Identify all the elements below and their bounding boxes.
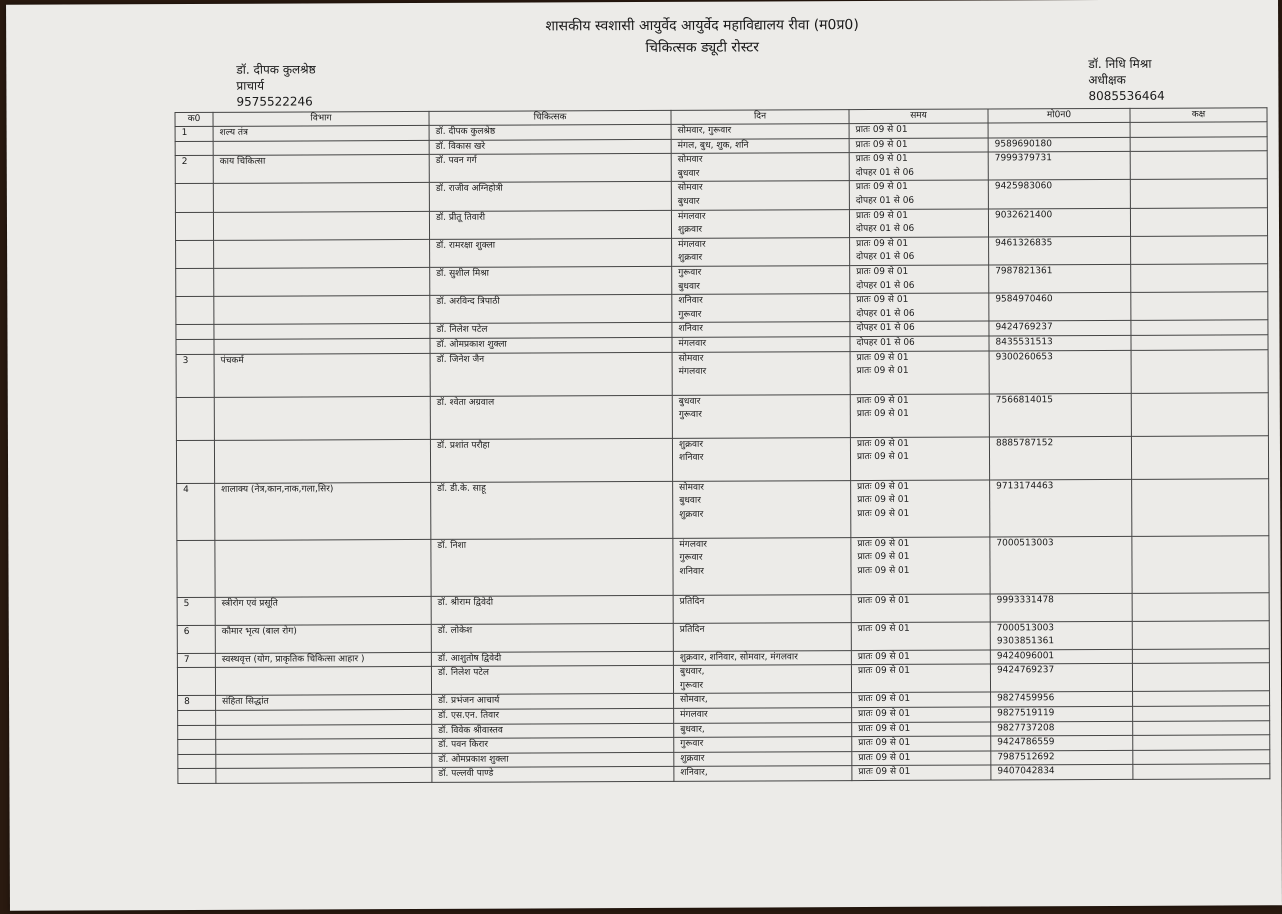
table-cell-doctor: डॉ. सुशील मिश्रा [430,266,672,295]
table-cell-department [216,739,432,755]
table-cell-mobile: 8885787152 [989,436,1131,480]
table-cell-doctor: डॉ. रामरक्षा शुक्ला [430,238,672,267]
table-cell-sn: 7 [177,653,215,668]
table-cell-days: सोमवार, गुरूवार [671,124,849,139]
table-cell-mobile: 7987512692 [991,750,1133,765]
table-cell-mobile: 9300260653 [989,350,1131,394]
table-cell-days: बुधवार, [674,722,852,737]
table-cell-time: प्रातः 09 से 01 [849,138,988,153]
col-header-room: कक्ष [1130,108,1267,123]
table-cell-days: शुक्रवार, शनिवार, सोमवार, मंगलवार [673,650,851,665]
table-cell-doctor: डॉ. अरविन्द त्रिपाठी [430,295,672,324]
table-cell-room [1130,122,1267,137]
table-cell-time: प्रातः 09 से 01 [851,664,990,693]
table-cell-sn [176,397,214,440]
table-cell-department: कौमार भृत्य (बाल रोग) [215,624,431,653]
table-cell-department [214,296,430,325]
table-cell-sn [175,141,213,156]
table-cell-time: प्रातः 09 से 01 प्रातः 09 से 01 प्रातः 09 से 01 [851,479,990,537]
table-cell-sn [176,339,214,354]
table-cell-doctor: डॉ. पल्लवी पाण्डे [432,767,674,783]
table-cell-sn [175,212,213,240]
table-row [176,349,1268,397]
table-cell-room [1132,663,1269,692]
table-cell-room [1132,478,1269,536]
table-cell-department: शालाक्य (नेत्र,कान,नाक,गला,सिर) [215,482,431,540]
table-cell-doctor: डॉ. प्रभंजन आचार्य [432,694,674,710]
table-cell-sn: 2 [175,156,213,184]
table-cell-doctor: डॉ. प्रीतू तिवारी [429,210,671,239]
table-cell-days: सोमवार बुधवार [671,181,849,210]
table-cell-doctor: डॉ. पवन किरार [432,738,674,754]
table-cell-sn [176,268,214,296]
table-cell-sn [177,668,215,696]
table-cell-time: प्रातः 09 से 01 [851,650,990,665]
col-header-doctor: चिकित्सक [429,110,671,125]
table-cell-sn [176,240,214,268]
document-page [6,0,1282,911]
table-cell-days: गुरूवार [674,737,852,752]
table-cell-room [1133,764,1270,779]
table-cell-room [1130,207,1267,236]
table-cell-room [1133,691,1270,706]
table-cell-mobile: 9407042834 [991,765,1133,780]
table-cell-doctor: डॉ. दीपक कुलश्रेष्ठ [429,124,671,140]
table-cell-sn [178,710,216,725]
table-cell-mobile: 9827737208 [991,721,1133,736]
table-cell-doctor: डॉ. एस.एन. तिवार [432,708,674,724]
table-cell-days: बुधवार, गुरूवार [673,665,851,694]
table-cell-mobile: 9461326835 [989,236,1131,265]
table-cell-doctor: डॉ. निलेश पटेल [431,666,673,695]
principal-designation: प्राचार्य [236,78,265,93]
table-cell-room [1131,292,1268,321]
table-cell-department [214,439,430,483]
table-row [177,535,1269,597]
table-cell-sn [177,540,215,597]
table-cell-room [1131,264,1268,293]
table-cell-department [215,539,431,597]
table-cell-room [1133,735,1270,750]
document-title: शासकीय स्वशासी आयुर्वेद आयुर्वेद महाविद्यालय रीवा (म0प्र0) [545,17,859,35]
col-header-mobile: मो0न0 [988,108,1130,123]
table-cell-room [1131,349,1268,393]
table-cell-time: प्रातः 09 से 01 दोपहर 01 से 06 [849,152,988,181]
table-cell-days: सोमवार, [674,693,852,708]
table-cell-days: मंगलवार शुक्रवार [672,237,850,266]
table-cell-department: संहिता सिद्धांत [216,695,432,711]
table-cell-mobile: 9713174463 [990,479,1132,537]
roster-body [175,122,1270,784]
table-cell-sn [176,440,214,483]
table-cell-sn [176,325,214,340]
table-cell-room [1133,720,1270,735]
table-cell-sn: 1 [175,126,213,141]
table-cell-doctor: डॉ. राजीव अग्निहोत्री [429,182,671,211]
table-row [176,435,1268,483]
table-cell-days: मंगलवार [672,337,850,352]
table-cell-department [216,768,432,784]
table-cell-doctor: डॉ. श्रीराम द्विवेदी [431,595,673,624]
table-cell-time: प्रातः 09 से 01 दोपहर 01 से 06 [850,293,989,322]
table-cell-days: मंगलवार [674,708,852,723]
table-cell-mobile: 8435531513 [989,335,1131,350]
table-cell-time: प्रातः 09 से 01 [852,722,991,737]
table-row [177,478,1269,540]
table-cell-mobile: 7000513003 [990,536,1132,594]
table-cell-days: शनिवार, [674,766,852,781]
table-cell-sn: 3 [176,354,214,397]
table-cell-days: सोमवार बुधवार शुक्रवार [673,480,851,538]
table-cell-department [216,724,432,740]
table-cell-department [214,324,430,340]
table-cell-department [213,183,429,212]
col-header-time: समय [849,109,988,124]
table-cell-time: प्रातः 09 से 01 प्रातः 09 से 01 [850,350,989,394]
table-cell-sn: 8 [178,696,216,711]
col-header-day: दिन [671,110,849,125]
table-cell-room [1132,620,1269,649]
table-cell-room [1131,392,1268,436]
table-cell-time: प्रातः 09 से 01 प्रातः 09 से 01 [850,436,989,480]
roster-table [174,107,1270,784]
table-cell-department [214,239,430,268]
table-cell-doctor: डॉ. विकास खरे [429,139,671,155]
table-cell-days: बुधवार गुरूवार [672,394,850,438]
table-cell-days: मंगलवार शुक्रवार [671,209,849,238]
table-cell-department [213,211,429,240]
table-cell-department [215,667,431,696]
table-cell-department [214,267,430,296]
table-cell-mobile: 9424769237 [990,664,1132,693]
table-cell-doctor: डॉ. जिनेश जैन [430,352,672,396]
table-cell-mobile: 9032621400 [988,208,1130,237]
table-cell-time: प्रातः 09 से 01 [849,123,988,138]
table-cell-room [1131,335,1268,350]
principal-phone: 9575522246 [236,94,313,109]
table-cell-time: प्रातः 09 से 01 दोपहर 01 से 06 [850,237,989,266]
table-cell-mobile: 9589690180 [988,137,1130,152]
table-cell-time: प्रातः 09 से 01 दोपहर 01 से 06 [850,265,989,294]
table-cell-department [214,338,430,354]
table-cell-room [1131,320,1268,335]
table-cell-room [1130,151,1267,180]
col-header-department: विभाग [213,111,429,126]
table-cell-sn: 6 [177,625,215,653]
table-cell-doctor: डॉ. श्वेता अग्रवाल [430,395,672,439]
table-cell-time: प्रातः 09 से 01 दोपहर 01 से 06 [849,209,988,238]
document-subtitle: चिकित्सक ड्यूटी रोस्टर [645,39,760,56]
table-cell-mobile: 9425983060 [988,180,1130,209]
table-cell-department [213,140,429,156]
table-cell-sn [178,725,216,740]
table-cell-doctor: डॉ. ओमप्रकाश शुक्ला [432,752,674,768]
table-cell-doctor: डॉ. निलेश पटेल [430,323,672,339]
table-cell-doctor: डॉ. प्रशांत परौहा [430,438,672,482]
table-cell-room [1130,136,1267,151]
table-cell-room [1133,750,1270,765]
table-cell-days: मंगलवार गुरूवार शनिवार [673,537,851,595]
table-cell-room [1132,592,1269,621]
table-cell-sn [178,769,216,784]
table-cell-sn [178,740,216,755]
table-cell-room [1130,179,1267,208]
table-cell-time: प्रातः 09 से 01 प्रातः 09 से 01 प्रातः 09 से 01 [851,536,990,594]
table-cell-department [214,396,430,440]
table-cell-department [216,753,432,769]
table-cell-sn [175,184,213,212]
superintendent-phone: 8085536464 [1088,88,1165,104]
table-cell-days: शनिवार गुरूवार [672,294,850,323]
table-cell-mobile: 9584970460 [989,292,1131,321]
table-cell-days: गुरूवार बुधवार [672,266,850,295]
table-cell-time: प्रातः 09 से 01 [852,736,991,751]
table-cell-mobile: 9827519119 [991,706,1133,721]
table-cell-department: पंचकर्म [214,353,430,397]
table-cell-time: प्रातः 09 से 01 [852,707,991,722]
table-cell-time: प्रातः 09 से 01 [851,593,990,622]
table-cell-doctor: डॉ. ओमप्रकाश शुक्ला [430,337,672,353]
table-cell-mobile: 9424096001 [990,649,1132,664]
table-cell-days: शुक्रवार [674,751,852,766]
table-cell-room [1131,435,1268,479]
table-cell-department: शल्य तंत्र [213,125,429,141]
col-header-sn: क0 [175,112,213,126]
table-cell-department: स्त्रीरोग एवं प्रसूति [215,596,431,625]
table-cell-doctor: डॉ. आशुतोष द्विवेदी [431,651,673,667]
table-cell-doctor: डॉ. विवेक श्रीवास्तव [432,723,674,739]
table-cell-days: सोमवार मंगलवार [672,351,850,395]
table-cell-days: शनिवार [672,322,850,337]
table-cell-time: दोपहर 01 से 06 [850,321,989,336]
table-cell-days: शुक्रवार शनिवार [672,437,850,481]
table-cell-mobile: 9424769237 [989,321,1131,336]
table-cell-days: प्रतिदिन [673,622,851,651]
table-cell-doctor: डॉ. डी.के. साहू [431,481,673,539]
superintendent-block [1088,56,1165,104]
table-cell-room [1132,648,1269,663]
table-cell-room [1133,706,1270,721]
principal-name: डॉ. दीपक कुलश्रेष्ठ [236,62,316,77]
table-cell-days: प्रतिदिन [673,594,851,623]
table-cell-room [1132,535,1269,593]
table-cell-sn [178,754,216,769]
table-cell-doctor: डॉ. निशा [431,538,673,596]
table-cell-sn: 4 [177,483,215,540]
table-cell-mobile: 7566814015 [989,393,1131,437]
table-cell-time: प्रातः 09 से 01 [852,765,991,780]
table-cell-doctor: डॉ. पवन गर्ग [429,154,671,183]
table-cell-room [1131,236,1268,265]
table-cell-department: काय चिकित्सा [213,155,429,184]
table-cell-department [216,709,432,725]
table-cell-mobile: 9424786559 [991,736,1133,751]
table-cell-days: सोमवार बुधवार [671,153,849,182]
table-cell-mobile: 9827459956 [991,692,1133,707]
superintendent-designation: अधीक्षक [1088,72,1126,88]
table-cell-mobile: 7000513003 9303851361 [990,621,1132,650]
table-cell-mobile: 9993331478 [990,593,1132,622]
table-cell-time: प्रातः 09 से 01 प्रातः 09 से 01 [850,393,989,437]
table-cell-sn [176,297,214,325]
table-cell-time: प्रातः 09 से 01 [852,692,991,707]
table-cell-doctor: डॉ. लोकेश [431,623,673,652]
table-cell-mobile [988,122,1130,137]
table-cell-days: मंगल, बुध, शुक, शनि [671,138,849,153]
superintendent-name: डॉ. निधि मिश्रा [1088,56,1152,72]
principal-block [236,61,316,109]
table-cell-time: दोपहर 01 से 06 [850,336,989,351]
table-cell-time: प्रातः 09 से 01 [851,621,990,650]
table-cell-time: प्रातः 09 से 01 दोपहर 01 से 06 [849,180,988,209]
table-cell-mobile: 7987821361 [989,264,1131,293]
table-cell-department: स्वस्थवृत्त (योग, प्राकृतिक चिकित्सा आहार ) [215,652,431,668]
table-row [176,392,1268,440]
table-cell-time: प्रातः 09 से 01 [852,751,991,766]
table-cell-sn: 5 [177,597,215,625]
table-cell-mobile: 7999379731 [988,152,1130,181]
